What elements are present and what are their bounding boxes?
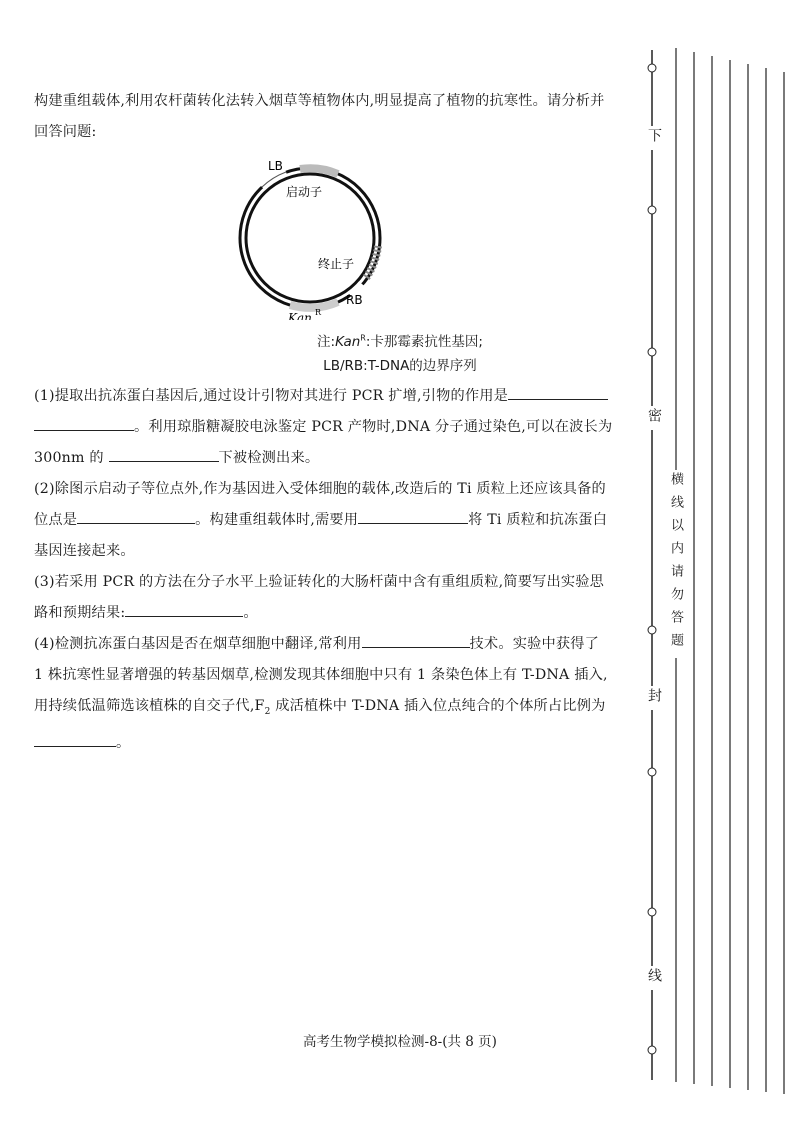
q3-blank[interactable] xyxy=(125,602,243,617)
q4-text-a: (4)检测抗冻蛋白基因是否在烟草细胞中翻译,常利用 xyxy=(34,636,362,652)
q4-text-b: 技术。实验中获得了 xyxy=(469,636,600,652)
q1-blank-1-cont[interactable] xyxy=(34,416,134,431)
q4-text-d: 用持续低温筛选该植株的自交子代,F xyxy=(34,698,265,714)
q2-blank-1[interactable] xyxy=(77,509,195,524)
q1-blank-2[interactable] xyxy=(109,447,219,462)
q2-blank-2[interactable] xyxy=(358,509,468,524)
q1-text-a: (1)提取出抗冻蛋白基因后,通过设计引物对其进行 PCR 扩增,引物的作用是 xyxy=(34,388,509,404)
q4-text-f: 。 xyxy=(116,734,131,751)
q3-text-c: 。 xyxy=(243,605,258,621)
binding-margin xyxy=(610,0,800,1132)
intro-paragraph xyxy=(34,86,626,148)
note-kan-desc: :卡那霉素抗性基因; xyxy=(365,334,483,350)
label-kan-sup: R xyxy=(315,308,322,317)
q1-text-d: 下被检测出来。 xyxy=(218,450,320,466)
hole-marker-2 xyxy=(648,206,656,214)
q3-text-b: 路和预期结果: xyxy=(34,605,126,621)
note-kan: Kan xyxy=(335,334,361,350)
q2-text-a: (2)除图示启动子等位点外,作为基因进入受体细胞的载体,改造后的 Ti 质粒上还应该具备的 xyxy=(34,481,606,497)
binding-lines xyxy=(610,0,800,1132)
q4-blank-1[interactable] xyxy=(362,633,470,648)
label-lb: LB xyxy=(268,160,283,173)
hole-marker-1 xyxy=(648,64,656,72)
hole-marker-5 xyxy=(648,768,656,776)
page-footer: 高考生物学模拟检测-8-(共 8 页) xyxy=(303,1034,497,1050)
q2-text-e: 基因连接起来。 xyxy=(34,543,135,559)
q4-f2-sub: 2 xyxy=(264,706,271,717)
figure-note-2: LB/RB:T-DNA的边界序列 xyxy=(323,358,477,374)
plasmid-figure xyxy=(220,160,400,320)
label-kan: Kan xyxy=(288,311,312,320)
q2-text-c: 。构建重组载体时,需要用 xyxy=(195,512,359,528)
hole-marker-7 xyxy=(648,1046,656,1054)
q4-text-e: 成活植株中 T-DNA 插入位点纯合的个体所占比例为 xyxy=(270,698,606,714)
hole-marker-4 xyxy=(648,626,656,634)
binding-label-xia: 下 xyxy=(646,128,662,148)
hole-marker-6 xyxy=(648,908,656,916)
q4-blank-2[interactable] xyxy=(34,732,116,747)
binding-label-xian: 线 xyxy=(646,968,662,988)
note-prefix: 注: xyxy=(317,334,336,350)
plasmid-diagram xyxy=(220,160,400,320)
hole-marker-3 xyxy=(648,348,656,356)
binding-warning: 横线以内请勿答题 xyxy=(668,472,683,656)
binding-label-feng: 封 xyxy=(646,688,662,708)
q2-text-d: 将 Ti 质粒和抗冻蛋白 xyxy=(468,512,608,528)
q3-text-a: (3)若采用 PCR 的方法在分子水平上验证转化的大肠杆菌中含有重组质粒,简要写出实验思 xyxy=(34,574,605,590)
note-kan-sup: R xyxy=(360,333,366,343)
label-rb: RB xyxy=(346,293,363,307)
q1-text-c: 300nm 的 xyxy=(34,450,104,466)
label-promoter: 启动子 xyxy=(286,185,323,199)
q2-text-b: 位点是 xyxy=(34,512,78,528)
intro-line-1: 构建重组载体,利用农杆菌转化法转入烟草等植物体内,明显提高了植物的抗寒性。请分析并 xyxy=(34,93,605,109)
q4-text-c: 1 株抗寒性显著增强的转基因烟草,检测发现其体细胞中只有 1 条染色体上有 T-DNA 插入, xyxy=(34,667,608,683)
q1-blank-1[interactable] xyxy=(508,385,608,400)
intro-line-2: 回答问题: xyxy=(34,124,97,140)
questions-block xyxy=(34,381,626,759)
binding-label-mi: 密 xyxy=(646,408,662,428)
q1-text-b: 。利用琼脂糖凝胶电泳鉴定 PCR 产物时,DNA 分子通过染色,可以在波长为 xyxy=(134,419,613,435)
label-terminator: 终止子 xyxy=(318,257,355,271)
